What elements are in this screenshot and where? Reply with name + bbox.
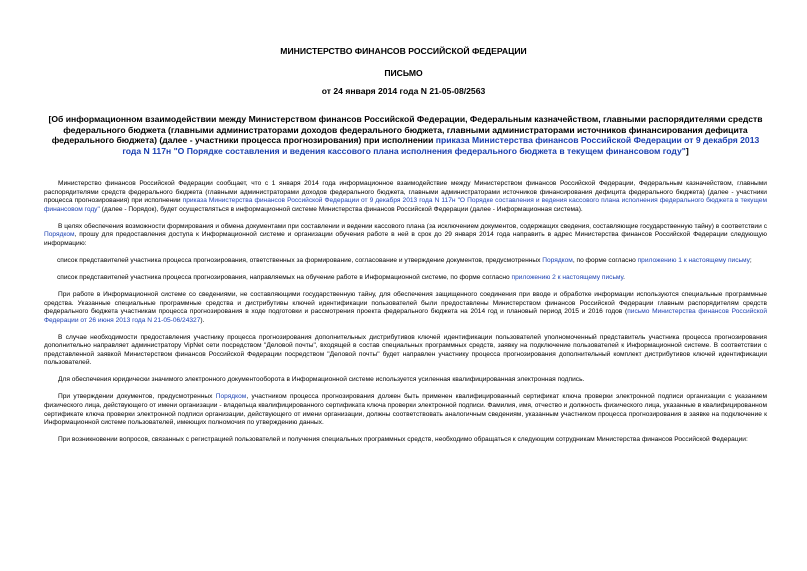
document-title [44,114,767,156]
appendix-1-link[interactable]: приложению 1 к настоящему письму [637,256,750,264]
paragraph-9: При возникновении вопросов, связанных с регистрацией пользователей и получения специальных программных средств, необходимо обращаться к следующим сотрудникам Министерства финансов Российской Федерации: [58,436,748,444]
document-body [44,180,767,453]
paragraph-5 [44,291,767,325]
paragraph-8 [44,393,767,427]
document-date-number: от 24 января 2014 года N 21-05-08/2563 [321,86,486,96]
title-text-end: ] [685,145,689,156]
paragraph-text: ). [200,316,205,324]
paragraph-text: ; [749,256,752,264]
order-link[interactable]: приказа Министерства финансов Российской Федерации от 9 декабря 2013 года N 117н "О Порядке составления и ведения кассового плана исполнения федерального бюджета в текущем финансовом году" [44,197,767,213]
paragraph-2 [44,223,767,249]
paragraph-6: В случае необходимости предоставления участнику процесса прогнозирования дополнительных дистрибутивов ключей идентификации пользователей уполномоченный представитель участника процесса прогнозирования дополнительно направляет администратору VipNet сети посредством "Деловой почты", входящей в состав специальных программных средств, заявку на подключение пользователей к Информационной системе. В соответствии с представленной заявкой Министерством финансов Российской Федерации посредством "Деловой почты" будет направлен участнику процесса прогнозирования дополнительный комплект дистрибутивов ключей идентификации пользователей. [44,333,767,367]
paragraph-text: В целях обеспечения возможности формирования и обмена документами при составлении и ведении кассового плана (за исключением документов, содержащих сведения, составляющие государственную тайну) в соответствии с [58,222,767,230]
paragraph-text: При утверждении документов, предусмотренных [58,393,216,401]
ministry-letter-link[interactable]: письмо Министерства финансов Российской Федерации от 26 июня 2013 года N 21-05-06/24327 [44,308,768,324]
paragraph-text: (далее - Порядок), будет осуществляться в информационной системе Министерства финансов Российской Федерации (далее - Информационная система). [99,205,583,213]
paragraph-1 [44,180,767,214]
paragraph-text: Министерство финансов Российской Федерации сообщает, что с 1 января 2014 года информационное взаимодействие между Министерством финансов Российской Федерации, Федеральным казначейством, главными распорядителями средств федерального бюджета (главными администраторами доходов федерального бюджета, главными администраторами источников финансирования дефицита федерального бюджета) (далее - участники процесса прогнозирования) при исполнении [44,180,767,205]
paragraph-4 [44,274,767,283]
paragraph-text: . [623,273,625,281]
paragraph-text: , участником процесса прогнозирования должен быть применен квалифицированный сертификат ключа проверки электронной подписи организации с указанием физического лица, действующего от имени организации - владельца квалифицированного сертификата ключа проверки электронной подписи. Фамилия, имя, отчество и должность физического лица, указанные в квалифицированном сертификате ключа проверки электронной подписи организации, действующего от имени организации, должны соответствовать аналогичным сведениям, указанным участником процесса прогнозирования в заявке на подключение к Информационной системе пользователей, имеющих полномочия по утверждению данных. [44,393,767,427]
paragraph-text: , по форме согласно [572,256,638,264]
document-type: ПИСЬМО [384,68,423,78]
paragraph-text: При работе в Информационной системе со сведениями, не составляющими государственную тайну, для обеспечения защищенного соединения при вводе и обработке информации используются специальные программные средства. Указанные специальные программные средства и дистрибутивы ключей идентификации пользователей были предоставлены Министерством финансов Российской Федерации главным распорядителям средств федерального бюджета участникам процесса прогнозирования в ходе подготовки и рассмотрения проекта федерального бюджета на 2014 год и плановый период 2015 и 2016 годов ( [44,290,767,316]
paragraph-text: список представителей участника процесса прогнозирования, ответственных за формирование, согласование и утверждение документов, предусмотренных [57,256,543,264]
procedure-link[interactable]: Порядком [215,393,247,401]
procedure-link[interactable]: Порядком [542,256,573,264]
title-order-link[interactable]: приказа Министерства финансов Российской Федерации от 9 декабря 2013 года N 117н "О Порядке составления и ведения кассового плана исполнения федерального бюджета в текущем финансовом году" [122,135,760,156]
procedure-link[interactable]: Порядком [44,231,75,239]
paragraph-7: Для обеспечения юридически значимого электронного документооборота в Информационной системе используется усиленная квалифицированная электронная подпись. [58,376,585,384]
paragraph-text: список представителей участника процесса прогнозирования, направляемых на обучение работе в Информационной системе, по форме согласно [57,273,512,281]
ministry-name: МИНИСТЕРСТВО ФИНАНСОВ РОССИЙСКОЙ ФЕДЕРАЦИИ [280,46,527,56]
paragraph-text: , прошу для предоставления доступа к Информационной системе и организации обучения работе в ней в срок до 29 января 2014 года направить в адрес Министерства финансов Российской Федерации следующую информацию: [44,231,767,247]
appendix-2-link[interactable]: приложению 2 к настоящему письму [511,273,624,281]
paragraph-3 [44,257,767,266]
title-text: [Об информационном взаимодействии между Министерством финансов Российской Федерации, Федеральным казначейством, главными распорядителями средств федерального бюджета (главными администраторами доходов федерального бюджета, главными администраторами источников финансирования дефицита федерального бюджета) (далее - участники процесса прогнозирования) при исполнении [48,114,763,146]
